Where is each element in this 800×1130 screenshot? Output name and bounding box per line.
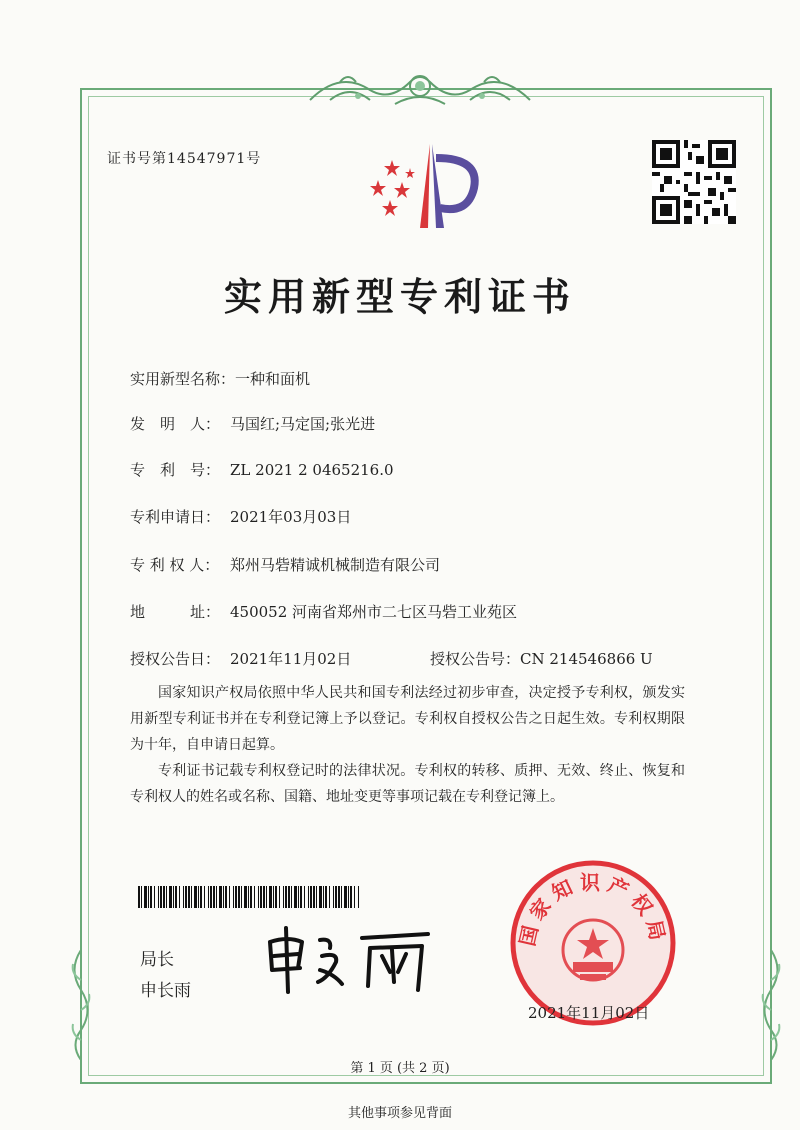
left-ornament [66, 950, 96, 1060]
handwritten-signature [258, 920, 438, 1000]
field-patentee [130, 554, 440, 575]
field-application-date [130, 506, 351, 527]
field-label: 授权公告日： [130, 650, 221, 668]
footer-note: 其他事项参见背面 [347, 1106, 452, 1121]
field-label: 发 明 人： [130, 415, 221, 433]
field-label: 专 利 权 人： [130, 556, 220, 574]
certificate-body [130, 680, 685, 810]
field-value: 450052 河南省郑州市二七区马砦工业苑区 [230, 603, 518, 621]
qr-code [652, 140, 736, 224]
page-number: 第 1 页 (共 2 页) [350, 1061, 450, 1076]
field-value: 2021年11月02日 [230, 650, 352, 668]
field-label: 授权公告号： [430, 650, 521, 668]
body-paragraph: 国家知识产权局依照中华人民共和国专利法经过初步审查，决定授予专利权，颁发实用新型专利证书并在专利登记簿上予以登记。专利权自授权公告之日起生效。专利权期限为十年，自申请日起算。 [130, 685, 685, 753]
seal-text: 国家知识产权局 [515, 870, 671, 949]
director-title: 局长 [140, 950, 174, 970]
field-patent-number [130, 459, 394, 480]
field-inventors [130, 413, 375, 434]
field-label: 实用新型名称： [130, 370, 236, 388]
field-value: 郑州马砦精诚机械制造有限公司 [230, 556, 441, 574]
field-value: 一种和面机 [235, 370, 311, 388]
field-announcement-number [430, 648, 653, 669]
field-label: 专利申请日： [130, 508, 221, 526]
body-paragraph: 专利证书记载专利权登记时的法律状况。专利权的转移、质押、无效、终止、恢复和专利权人的姓名或名称、国籍、地址变更等事项记载在专利登记簿上。 [130, 763, 685, 805]
field-model-name [130, 368, 310, 389]
right-ornament [756, 950, 786, 1060]
field-grant-date [130, 648, 351, 669]
patent-office-emblem-icon [362, 138, 492, 238]
field-value: ZL 2021 2 0465216.0 [230, 461, 394, 479]
director-name: 申长雨 [140, 981, 191, 1001]
top-ornament [300, 60, 540, 112]
field-value: 马国红;马定国;张光进 [230, 415, 376, 433]
barcode [138, 886, 360, 908]
certificate-number: 证书号第14547971号 [107, 151, 262, 167]
field-label: 专 利 号： [130, 461, 221, 479]
certificate-title: 实用新型专利证书 [223, 274, 576, 319]
field-value: 2021年03月03日 [230, 508, 352, 526]
field-address [130, 601, 517, 622]
field-label: 地 址： [130, 603, 221, 621]
issue-date: 2021年11月02日 [528, 1004, 650, 1022]
field-value: CN 214546866 U [520, 650, 653, 668]
